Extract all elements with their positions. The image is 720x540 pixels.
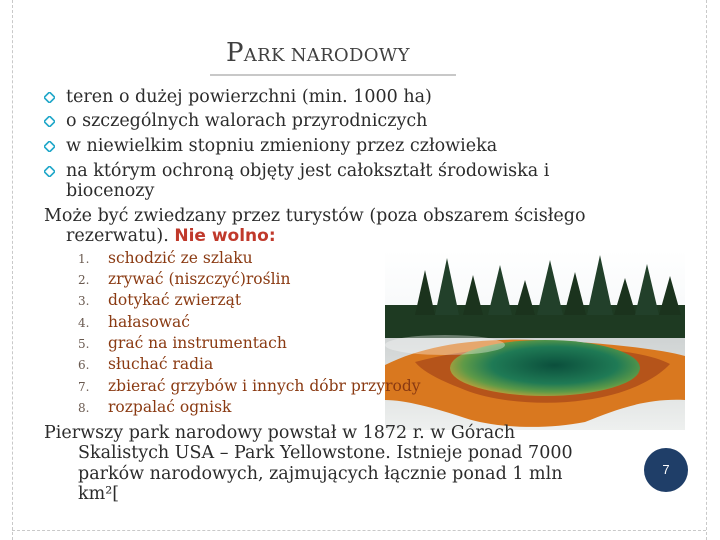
bullet-text: o szczególnych walorach przyrodniczych bbox=[66, 111, 428, 131]
yellowstone-hot-spring-photo bbox=[385, 250, 685, 430]
frame-right-border bbox=[706, 0, 708, 540]
footer-line-2: Skalistych USA – Park Yellowstone. Istnieje ponad 7000 bbox=[78, 443, 573, 463]
rule-text: dotykać zwierząt bbox=[108, 291, 242, 309]
rule-text: rozpalać ognisk bbox=[108, 398, 232, 416]
rule-text: słuchać radia bbox=[108, 355, 214, 373]
title-underline bbox=[210, 74, 456, 76]
rule-text: grać na instrumentach bbox=[108, 334, 287, 352]
rule-number: 3. bbox=[78, 294, 90, 308]
bullet-text: na którym ochroną objęty jest całokształt środowiska i bbox=[66, 161, 550, 181]
bullet-text: w niewielkim stopniu zmieniony przez człowieka bbox=[66, 136, 498, 156]
visit-line-1: Może być zwiedzany przez turystów (poza obszarem ścisłego bbox=[44, 206, 586, 226]
rule-text: hałasować bbox=[108, 313, 190, 331]
title-first-letter: P bbox=[226, 38, 244, 68]
footer-line-3: parków narodowych, zajmujących łącznie ponad 1 mln bbox=[78, 464, 563, 484]
bullet-text: teren o dużej powierzchni (min. 1000 ha) bbox=[66, 87, 432, 107]
rule-number: 4. bbox=[78, 316, 90, 330]
rule-number: 7. bbox=[78, 380, 90, 394]
nie-wolno-label: Nie wolno: bbox=[174, 226, 276, 246]
page-number-badge: 7 bbox=[644, 448, 688, 492]
rule-number: 5. bbox=[78, 337, 90, 351]
diamond-bullet-icon bbox=[44, 166, 55, 177]
rule-text: zrywać (niszczyć)roślin bbox=[108, 270, 291, 288]
rule-number: 6. bbox=[78, 358, 90, 372]
rule-number: 2. bbox=[78, 273, 90, 287]
frame-bottom-border bbox=[12, 530, 706, 531]
rule-text: schodzić ze szlaku bbox=[108, 249, 253, 267]
visit-line-2 bbox=[66, 226, 276, 246]
diamond-bullet-icon bbox=[44, 116, 55, 127]
rule-number: 8. bbox=[78, 401, 90, 415]
visit-line-2-text: rezerwatu). bbox=[66, 226, 175, 246]
bullet-text: biocenozy bbox=[66, 181, 155, 201]
diamond-bullet-icon bbox=[44, 92, 55, 103]
title-rest: ARK NARODOWY bbox=[243, 45, 410, 66]
slide-title bbox=[226, 38, 410, 68]
footer-line-4: km²[ bbox=[78, 484, 120, 504]
diamond-bullet-icon bbox=[44, 141, 55, 152]
rule-text: zbierać grzybów i innych dóbr przyrody bbox=[108, 377, 421, 395]
footer-line-1: Pierwszy park narodowy powstał w 1872 r. w Górach bbox=[44, 423, 516, 443]
frame-left-border bbox=[12, 0, 14, 540]
rule-number: 1. bbox=[78, 252, 90, 266]
